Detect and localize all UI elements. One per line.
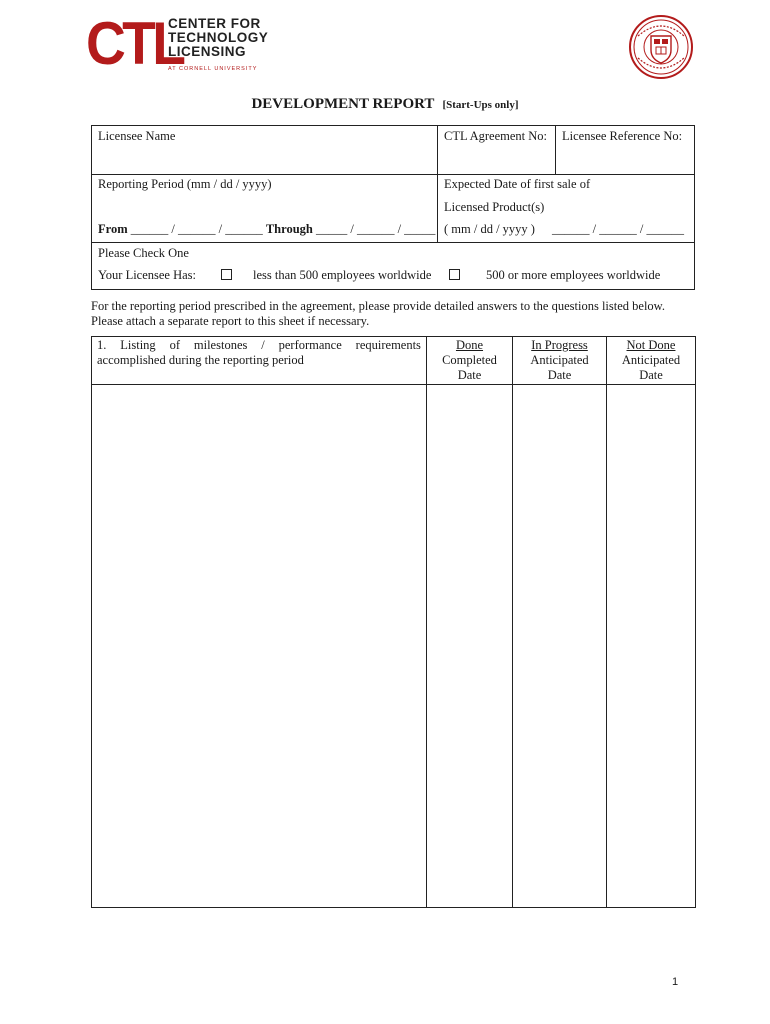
ctl-logo-letters: CTL bbox=[86, 10, 183, 77]
less-than-500-checkbox[interactable] bbox=[221, 269, 232, 280]
col-progress-sub: Anticipated bbox=[530, 353, 589, 367]
milestones-question bbox=[97, 338, 421, 368]
ctl-logo-subtitle: AT CORNELL UNIVERSITY bbox=[168, 66, 258, 72]
in-progress-date-field[interactable] bbox=[513, 385, 605, 907]
table-divider bbox=[91, 174, 695, 175]
table-divider bbox=[437, 125, 438, 243]
from-label: From bbox=[98, 222, 128, 236]
col-done-header bbox=[427, 338, 512, 383]
through-label: Through bbox=[265, 222, 313, 236]
reporting-period-field[interactable] bbox=[98, 222, 435, 237]
reference-no-field[interactable] bbox=[556, 145, 694, 173]
ctl-logo-line: LICENSING bbox=[168, 44, 247, 59]
instructions-line: Please attach a separate report to this sheet if necessary. bbox=[91, 314, 370, 328]
ctl-logo-line: TECHNOLOGY bbox=[168, 30, 269, 45]
question-word: / bbox=[261, 338, 265, 352]
licensee-name-label: Licensee Name bbox=[98, 129, 176, 143]
question-word: performance bbox=[278, 338, 342, 352]
reporting-period-label: Reporting Period (mm / dd / yyyy) bbox=[98, 177, 272, 191]
col-done-sub: Completed bbox=[442, 353, 497, 367]
500-or-more-checkbox[interactable] bbox=[449, 269, 460, 280]
col-progress-title: In Progress bbox=[531, 338, 588, 352]
check-one-label: Please Check One bbox=[98, 246, 189, 260]
instructions bbox=[91, 299, 695, 329]
col-notdone-sub: Date bbox=[639, 368, 663, 382]
question-word: milestones bbox=[193, 338, 248, 352]
col-progress-header bbox=[513, 338, 606, 383]
title-sub: [Start-Ups only] bbox=[442, 99, 519, 111]
col-done-title: Done bbox=[455, 338, 484, 352]
500-or-more-label: 500 or more employees worldwide bbox=[486, 268, 661, 282]
title-main: DEVELOPMENT REPORT bbox=[251, 96, 435, 112]
ctl-logo bbox=[86, 10, 269, 77]
less-than-500-label: less than 500 employees worldwide bbox=[253, 268, 432, 282]
expected-date-label-2: Licensed Product(s) bbox=[444, 200, 545, 214]
col-done-sub: Date bbox=[457, 368, 482, 382]
instructions-line: For the reporting period prescribed in the agreement, please provide detailed answers to the questions listed below. bbox=[91, 299, 666, 313]
expected-date-field[interactable]: ______ / ______ / ______ bbox=[552, 222, 684, 236]
date-format-hint: ( mm / dd / yyyy ) bbox=[444, 222, 535, 236]
expected-date-label: Expected Date of first sale of bbox=[444, 177, 591, 191]
col-notdone-sub: Anticipated bbox=[621, 353, 681, 367]
col-progress-sub: Date bbox=[547, 368, 572, 382]
question-word: requirements bbox=[355, 338, 421, 352]
cornell-seal-icon bbox=[628, 14, 694, 80]
question-word: 1. bbox=[97, 338, 107, 352]
ctl-logo-text bbox=[168, 17, 268, 59]
from-date-blanks[interactable]: ______ / ______ / ______ bbox=[127, 222, 263, 236]
not-done-date-field[interactable] bbox=[607, 385, 695, 907]
table-divider bbox=[91, 242, 695, 243]
licensee-name-field[interactable] bbox=[92, 145, 436, 173]
question-line-2: accomplished during the reporting period bbox=[97, 353, 304, 367]
reference-no-label: Licensee Reference No: bbox=[562, 129, 683, 143]
col-notdone-header bbox=[607, 338, 695, 383]
col-notdone-title: Not Done bbox=[626, 338, 676, 352]
question-word: Listing bbox=[120, 338, 156, 352]
through-date-blanks[interactable]: _____ / ______ / _____ bbox=[312, 222, 436, 236]
question-word: of bbox=[169, 338, 180, 352]
agreement-no-field[interactable] bbox=[438, 145, 554, 173]
milestones-entry-field[interactable] bbox=[92, 385, 425, 907]
licensee-has-label: Your Licensee Has: bbox=[98, 268, 197, 282]
page-number: 1 bbox=[672, 976, 679, 988]
ctl-logo-line: CENTER FOR bbox=[168, 16, 261, 31]
page-title bbox=[0, 95, 770, 113]
agreement-no-label: CTL Agreement No: bbox=[444, 129, 547, 143]
done-date-field[interactable] bbox=[427, 385, 511, 907]
